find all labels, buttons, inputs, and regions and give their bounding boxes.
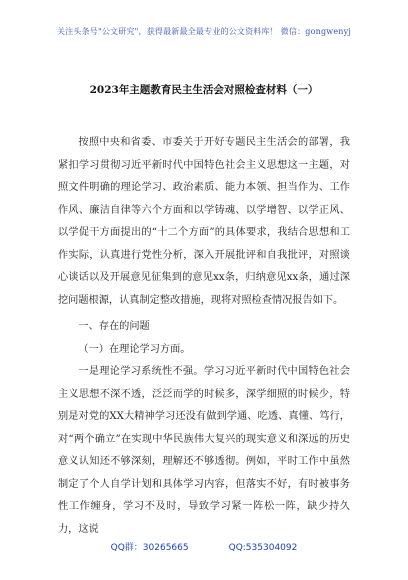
document-body [58,132,350,541]
qq-contact-link[interactable]: QQ:535304092 [228,543,298,553]
document-title: 2023年主题教育民主生活会对照检查材料（一） [89,84,319,96]
section-heading: 一、存在的问题 [78,321,150,332]
promo-header: 关注头条号"公文研究"，获得最新最全最专业的公文资料库！ 微信：gongwenyj [56,27,352,36]
subsection-heading: （一）在理论学习方面。 [78,343,191,355]
body-paragraph: 一是理论学习系统性不强。学习习近平新时代中国特色社会主义思想不深不透，泛泛而学的时候多，深学细照的时候少，特别是对党的XX大精神学习还没有做到学通、吃透、真懂、笃行，对“两个确立”在实现中华民族伟大复兴的现实意义和深远的历史意义认知还不够深刻，理解还不够透彻。例如，平时工作中虽然制定了个人自学计划和具体学习内容，但落实不好，有时被事务性工作缠身，学习不及时，导致学习紧一阵松一阵，缺少持久力，这说 [58,366,350,535]
contact-footer [0,540,408,553]
intro-paragraph: 按照中央和省委、市委关于开好专题民主生活会的部署，我紧扣学习贯彻习近平新时代中国特色社会主义思想这一主题，对照文件明确的理论学习、政治素质、能力本领、担当作为、工作作风、廉洁自律等六个方面和以学铸魂、以学增智、以学正风、以学促干方面提出的“十二个方面”的具体要求，我结合思想和工作实际，认真进行党性分析，深入开展批评和自我批评，对照谈心谈话以及开展意见征集到的意见xx条，归纳意见xx条，通过深挖问题根源，认真制定整改措施，现将对照检查情况报告如下。 [58,137,350,306]
qq-group-link[interactable]: QQ群：30265665 [110,543,189,553]
